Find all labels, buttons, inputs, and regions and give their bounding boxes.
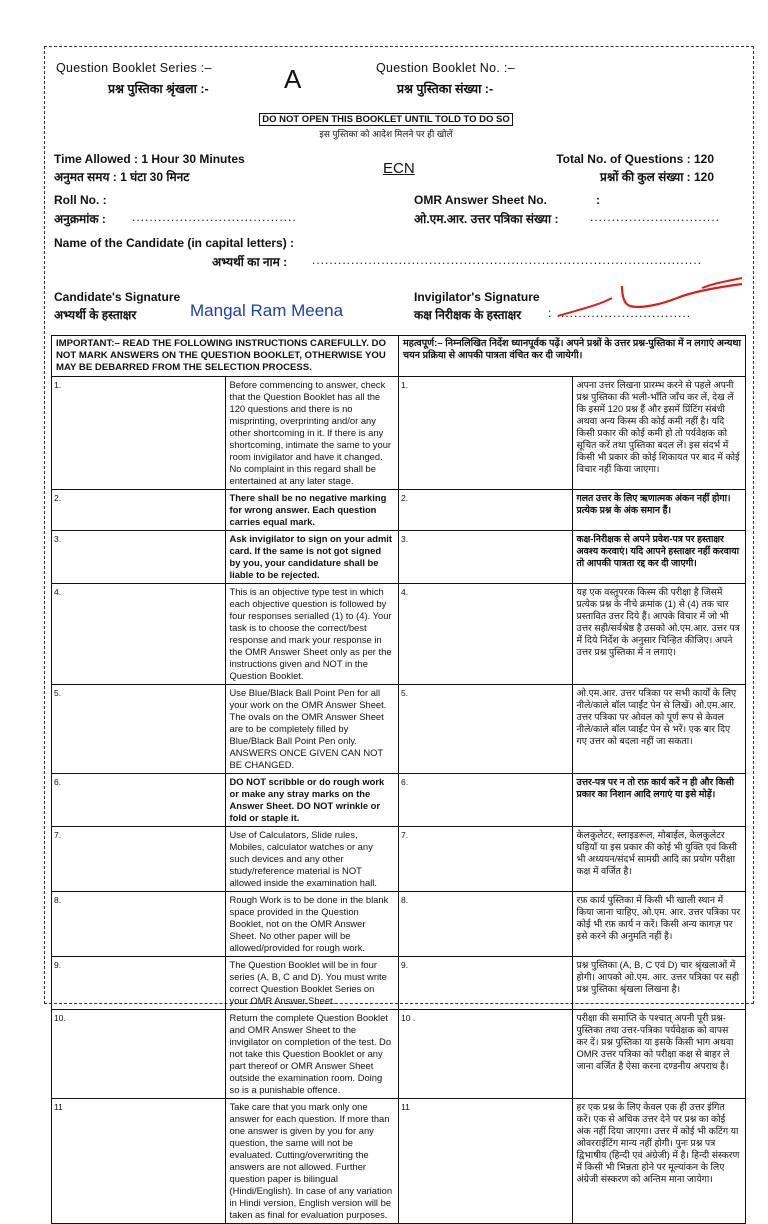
instruction-row	[52, 584, 746, 685]
instruction-text-en: Rough Work is to be done in the blank space provided in the Question Booklet, not on the OMR Answer Sheet. No other paper will be allowed/provided for rough work.	[225, 892, 399, 957]
instruction-row	[52, 531, 746, 584]
omr-no-colon: :	[596, 193, 600, 207]
series-label-hi: प्रश्न पुस्तिका श्रृंखला :-	[108, 82, 209, 96]
instruction-row	[52, 1099, 746, 1224]
important-note-hi: महत्वपूर्ण:– निम्नलिखित निर्देश ध्यानपूर्वक पढ़ें। अपने प्रश्नों के उत्तर प्रश्न-पुस्तिका में न लगाएं अन्यथा चयन प्रक्रिया से आपकी पात्रता वंचित कर दी जायेगी।	[399, 336, 746, 377]
invigilator-signature-mark	[552, 276, 752, 336]
roll-no-field[interactable]: ......................................	[132, 210, 297, 224]
time-allowed-hi: अनुमत समय : 1 घंटा 30 मिनट	[54, 170, 190, 184]
instruction-text-hi: परीक्षा की समाप्ति के पश्चात् अपनी पूरी प्रश्न-पुस्तिका तथा उत्तर-पत्रिका पर्यवेक्षक को वापस कर दें। प्रश्न पुस्तिका या इसके किसी भाग अथवा OMR उत्तर पत्रिका को परीक्षा कक्ष से बाहर ले जाना वर्जित है ऐसा करना दण्डनीय अपराध है।	[572, 1010, 746, 1099]
candidate-name-en: Name of the Candidate (in capital letters) :	[54, 236, 295, 250]
instruction-text-en: Ask invigilator to sign on your admit card. If the same is not got signed by you, your candidature shall be liable to be rejected.	[225, 531, 399, 584]
candidate-name-hi: अभ्यर्थी का नाम :	[212, 255, 288, 269]
instruction-row	[52, 377, 746, 490]
instruction-text-en: Use Blue/Black Ball Point Pen for all your work on the OMR Answer Sheet. The ovals on the OMR Answer Sheet are to be completely filled by Blue/Black Ball Point Pen only. ANSWERS ONCE GIVEN CAN NOT BE CHANGED.	[225, 685, 399, 774]
instruction-number-hi: 11	[399, 1099, 573, 1224]
instruction-text-hi: यह एक वस्तुपरक किस्म की परीक्षा है जिसमें प्रत्येक प्रश्न के नीचे क्रमांक (1) से (4) तक चार प्रस्तावित उत्तर दिये हैं। आपके विचार में जो भी उत्तर सही/सर्वश्रेष्ठ है उसको ओ.एम.आर. उत्तर पत्र में दिये निर्देश के अनुसार चिन्हित कीजिए। अपने उत्तर प्रश्न पुस्तिका में न लगाएं।	[572, 584, 746, 685]
series-label-en: Question Booklet Series :–	[56, 61, 212, 75]
instruction-text-en: Take care that you mark only one answer for each question. If more than one answer is given by you for any question, the same will not be evaluated. Cutting/overwriting the answers are not allowed. Further question paper is bilingual (Hindi/English). In case of any variation in Hindi version, English version will be taken as final for evaluation purposes.	[225, 1099, 399, 1224]
instruction-number-hi: 2.	[399, 490, 573, 531]
booklet-no-label-en: Question Booklet No. :–	[376, 61, 515, 75]
instruction-number-en: 8.	[52, 892, 226, 957]
important-note-en: IMPORTANT:– READ THE FOLLOWING INSTRUCTIONS CAREFULLY. DO NOT MARK ANSWERS ON THE QUESTION BOOKLET, OTHERWISE YOU MAY BE DEBARRED FROM THE SELECTION PROCESS.	[52, 336, 399, 377]
instruction-row	[52, 774, 746, 827]
instructions-header-row	[52, 336, 746, 377]
instruction-number-en: 11	[52, 1099, 226, 1224]
instruction-number-hi: 5.	[399, 685, 573, 774]
instruction-number-hi: 4.	[399, 584, 573, 685]
booklet-no-label-hi: प्रश्न पुस्तिका संख्या :-	[397, 82, 494, 96]
roll-no-hi: अनुक्रमांक :	[54, 212, 106, 226]
instruction-text-en: Return the complete Question Booklet and OMR Answer Sheet to the invigilator on completion of the test. Do not take this Question Booklet or any part thereof or OMR Answer Sheet outside the examination room. Doing so is a punishable offence.	[225, 1010, 399, 1099]
instruction-text-en: There shall be no negative marking for wrong answer. Each question carries equal mark.	[225, 490, 399, 531]
instruction-number-hi: 8.	[399, 892, 573, 957]
instruction-text-en: Before commencing to answer, check that the Question Booklet has all the 120 questions and there is no misprinting, overprinting and/or any other shortcoming in it. If there is any shortcoming, intimate the same to your room invigilator and have it changed. No complaint in this regard shall be entertained at any later stage.	[225, 377, 399, 490]
instruction-text-hi: केलकुलेटर, स्लाइडरूल, मोबाईल, केलकुलेटर घड़ियाँ या इस प्रकार की कोई भी युक्ति एवं किसी भी अध्ययन/संदर्भ सामग्री आदि का प्रयोग परीक्षा कक्ष में वर्जित है।	[572, 827, 746, 892]
total-questions-hi: प्रश्नों की कुल संख्या : 120	[600, 170, 714, 184]
instruction-row	[52, 1010, 746, 1099]
instruction-row	[52, 490, 746, 531]
instruction-number-hi: 6.	[399, 774, 573, 827]
instruction-number-en: 3.	[52, 531, 226, 584]
instruction-text-hi: हर एक प्रश्न के लिए केवल एक ही उत्तर इंगित करें। एक से अधिक उत्तर देने पर प्रश्न का कोई अंक नहीं दिया जाएगा। उत्तर में कोई भी कटिंग या ओवरराईटिंग मान्य नहीं होगी। पुनः प्रश्न पत्र द्विभाषीय (हिन्दी एवं अंग्रेजी) में है। हिन्दी संस्करण में किसी भी भिन्नता होने पर मूल्यांकन के लिए अंग्रेजी संस्करण को अन्तिम माना जायेगा।	[572, 1099, 746, 1224]
instruction-row	[52, 892, 746, 957]
instruction-number-hi: 7.	[399, 827, 573, 892]
warning-en: DO NOT OPEN THIS BOOKLET UNTIL TOLD TO DO SO	[259, 113, 513, 126]
invigilator-signature-field[interactable]: : ...............................	[548, 306, 692, 320]
instruction-text-hi: कक्ष-निरीक्षक से अपने प्रवेश-पत्र पर हस्ताक्षर अवश्य करवाएं। यदि आपने हस्ताक्षर नहीं करवाया तो आपकी पात्रता रद्द कर दी जाएगी।	[572, 531, 746, 584]
instruction-number-hi: 1.	[399, 377, 573, 490]
candidate-signature-value: Mangal Ram Meena	[190, 301, 344, 320]
instruction-text-en: This is an objective type test in which each objective question is followed by four responses serialled (1) to (4). Your task is to choose the correct/best response and mark your response in the OMR Answer Sheet only as per the instructions given and NOT in the Question Booklet.	[225, 584, 399, 685]
omr-no-field[interactable]: ..............................	[590, 210, 721, 224]
instruction-number-en: 4.	[52, 584, 226, 685]
time-allowed-en: Time Allowed : 1 Hour 30 Minutes	[54, 152, 245, 166]
instruction-text-hi: उत्तर-पत्र पर न तो रफ़ कार्य करें न ही और किसी प्रकार का निशान आदि लगाएं या इसे मोड़ें।	[572, 774, 746, 827]
exam-code: ECN	[383, 160, 415, 177]
warning-hi: इस पुस्तिका को आदेश मिलने पर ही खोलें	[319, 129, 453, 139]
instruction-text-hi: अपना उत्तर लिखना प्रारम्भ करने से पहले अपनी प्रश्न पुस्तिका की भली-भाँति जाँच कर लें, देख लें कि इसमें 120 प्रश्न हैं और इसमें प्रिंटिंग संबंधी अथवा अन्य किस्म की कोई कमी नहीं है। यदि किसी प्रकार की कोई कमी हो तो पर्यवेक्षक को सूचित करें तथा पुस्तिका बदल लें। इस संदर्भ में किसी भी प्रकार की कोई शिकायत पर बाद में कोई विचार नहीं किया जाएगा।	[572, 377, 746, 490]
instruction-number-hi: 10 .	[399, 1010, 573, 1099]
instruction-text-en: The Question Booklet will be in four series (A, B, C and D). You must write correct Question Booklet Series on your OMR Answer Sheet.	[225, 957, 399, 1010]
candidate-signature-en: Candidate's Signature	[54, 290, 181, 304]
instruction-number-en: 7.	[52, 827, 226, 892]
instruction-number-en: 10.	[52, 1010, 226, 1099]
instruction-text-hi: रफ़ कार्य पुस्तिका में किसी भी खाली स्थान में किया जाना चाहिए, ओ.एम. आर. उत्तर पत्रिका पर कोई भी रफ़ कार्य न करें। किसी अन्य कागज़ पर इसे करने की अनुमति नहीं है।	[572, 892, 746, 957]
instruction-text-en: DO NOT scribble or do rough work or make any stray marks on the Answer Sheet. DO NOT wrinkle or fold or staple it.	[225, 774, 399, 827]
instruction-text-hi: प्रश्न पुस्तिका (A, B, C एवं D) चार श्रृंखलाओं में होगी। आपको ओ.एम. आर. उत्तर पत्रिका पर सही प्रश्न पुस्तिका श्रृंखला लिखना है।	[572, 957, 746, 1010]
candidate-signature-hi: अभ्यर्थी के हस्ताक्षर	[54, 308, 137, 322]
instruction-number-en: 5.	[52, 685, 226, 774]
omr-no-hi: ओ.एम.आर. उत्तर पत्रिका संख्या :	[414, 212, 559, 226]
invigilator-signature-hi: कक्ष निरीक्षक के हस्ताक्षर	[414, 308, 522, 322]
candidate-name-field[interactable]: ..........................................................................................	[312, 253, 703, 267]
instruction-row	[52, 685, 746, 774]
invigilator-signature-en: Invigilator's Signature	[414, 290, 540, 304]
instruction-text-en: Use of Calculators, Slide rules, Mobiles, calculator watches or any such devices and any other study/reference material is NOT allowed inside the examination hall.	[225, 827, 399, 892]
instruction-number-en: 1.	[52, 377, 226, 490]
instruction-text-hi: गलत उत्तर के लिए ऋणात्मक अंकन नहीं होगा। प्रत्येक प्रश्न के अंक समान हैं।	[572, 490, 746, 531]
total-questions-en: Total No. of Questions : 120	[556, 152, 714, 166]
instruction-row	[52, 827, 746, 892]
instruction-number-en: 9.	[52, 957, 226, 1010]
omr-no-en: OMR Answer Sheet No.	[414, 193, 547, 207]
instruction-number-hi: 9.	[399, 957, 573, 1010]
instruction-text-hi: ओ.एम.आर. उत्तर पत्रिका पर सभी कार्यों के लिए नीले/काले बॉल प्वाईंट पेन से लिखें। ओ.एम.आर. उत्तर पत्रिका पर ओवल को पूर्ण रूप से केवल नीले/काले बॉल प्वाईंट पेन से भरें। एक बार दिए गए उत्तर को बदला नहीं जा सकता।	[572, 685, 746, 774]
instructions-table	[51, 335, 746, 1224]
instruction-number-en: 6.	[52, 774, 226, 827]
instruction-number-en: 2.	[52, 490, 226, 531]
roll-no-en: Roll No. :	[54, 193, 107, 207]
instruction-number-hi: 3.	[399, 531, 573, 584]
instruction-row	[52, 957, 746, 1010]
series-value: A	[284, 64, 302, 94]
do-not-open-warning	[246, 109, 526, 140]
